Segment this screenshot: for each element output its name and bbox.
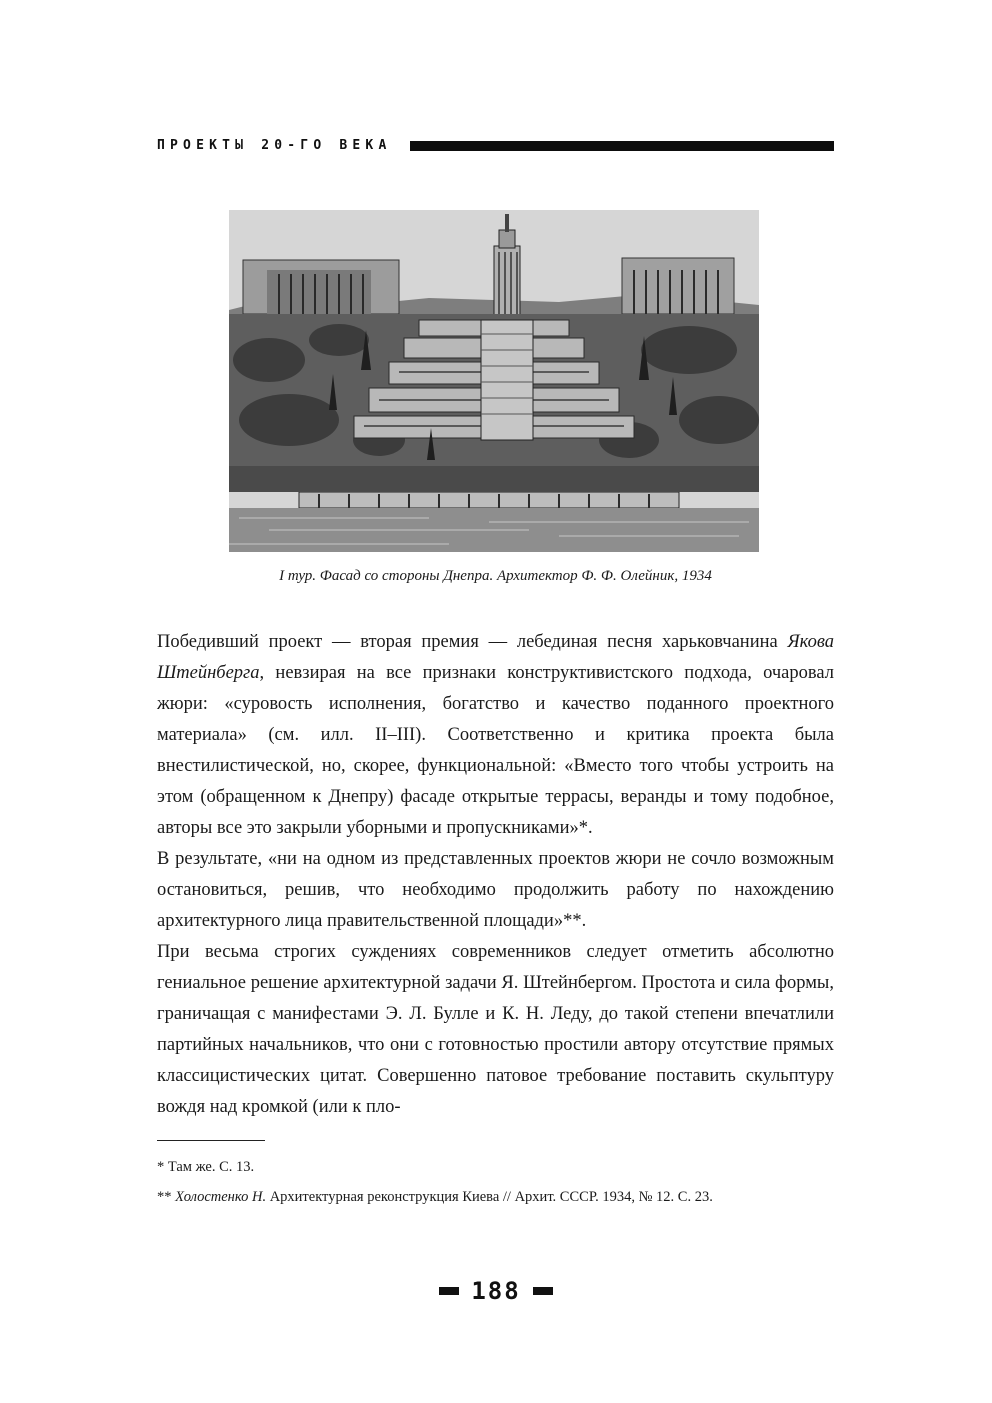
page-number-bar-left (439, 1287, 459, 1295)
body-text (157, 627, 834, 1123)
page-number-bar-right (533, 1287, 553, 1295)
paragraph-text: Победивший проект — вторая премия — лебединая песня харьковчанина (157, 632, 788, 652)
footnote-divider (157, 1140, 265, 1141)
footnote-text: Архитектурная реконструкция Киева // Архит. СССР. 1934, № 12. С. 23. (269, 1189, 713, 1205)
footnote-mark: ** (157, 1189, 172, 1205)
page-number (0, 1276, 992, 1306)
running-header (157, 136, 834, 156)
architectural-illustration (229, 210, 759, 552)
footnote-mark: * (157, 1159, 165, 1175)
figure-caption: I тур. Фасад со стороны Днепра. Архитектор Ф. Ф. Олейник, 1934 (279, 568, 712, 584)
footnote (157, 1182, 834, 1212)
facade-drawing (229, 210, 759, 552)
header-rule (410, 141, 834, 151)
paragraph (157, 627, 834, 844)
person-name: Якова Штейнберга (157, 632, 834, 683)
page-number-value: 188 (471, 1277, 521, 1305)
paragraph-text: , невзирая на все признаки конструктивистского подхода, очаровал жюри: «суровость исполнения, богатство и качество поданного проектного материала» (см. илл. II–III). Соответственно и критика проекта была внестилистической, но, скорее, функциональной: «Вместо того чтобы устроить на этом (обращенном к Днепру) фасаде открытые террасы, веранды и тому подобное, авторы все это закрыли уборными и пропускниками»*. (157, 663, 834, 838)
footnote (157, 1152, 834, 1182)
footnote-author: Холостенко Н. (175, 1189, 267, 1205)
footnotes (157, 1152, 834, 1212)
footnote-text: Там же. С. 13. (167, 1159, 255, 1175)
running-header-title: ПРОЕКТЫ 20-ГО ВЕКА (157, 138, 392, 153)
paragraph: При весьма строгих суждениях современников следует отметить абсолютно гениальное решение архитектурной задачи Я. Штейнбергом. Простота и сила формы, граничащая с манифестами Э. Л. Булле и К. Н. Леду, до такой степени впечатлили партийных начальников, что они с готовностью простили автору отсутствие прямых классицистических цитат. Совершенно патовое требование поставить скульптуру вождя над кромкой (или к пло- (157, 942, 834, 1117)
paragraph: В результате, «ни на одном из представленных проектов жюри не сочло возможным остановиться, решив, что необходимо продолжить работу по нахождению архитектурного лица правительственной площади»**. (157, 849, 834, 931)
